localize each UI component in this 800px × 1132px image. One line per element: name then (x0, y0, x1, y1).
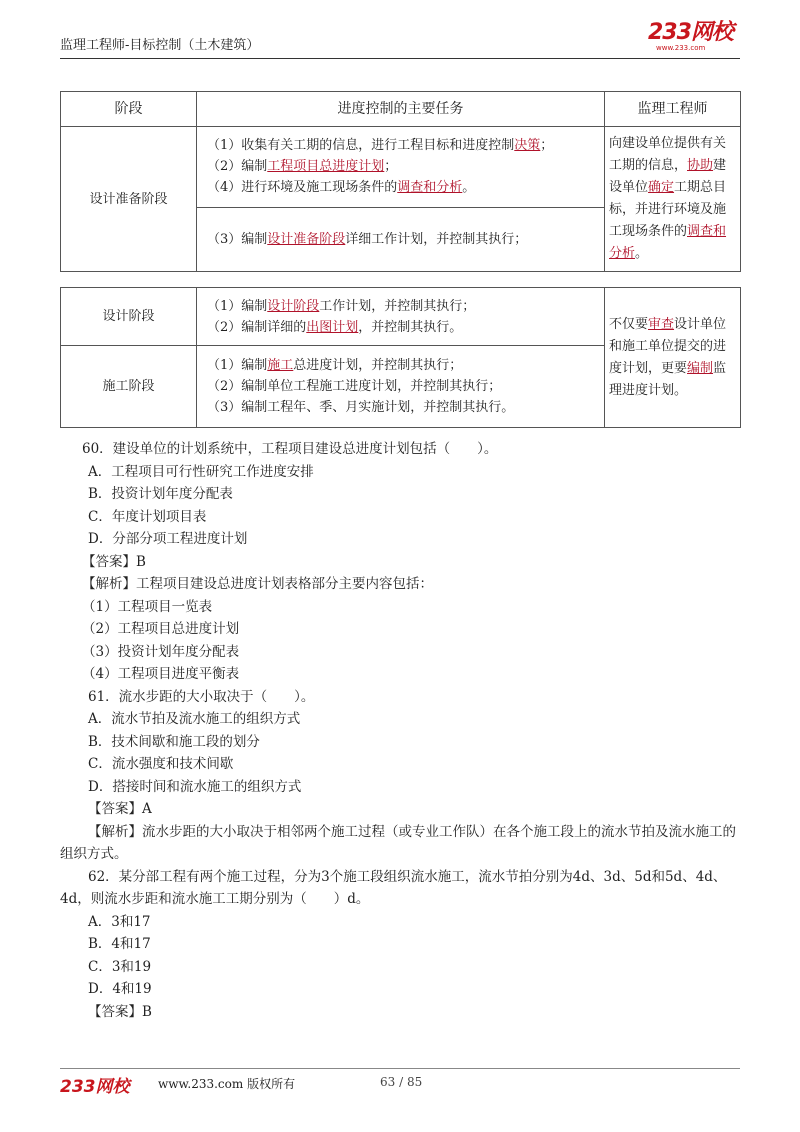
logo-url: www.233.com (656, 44, 706, 52)
task-line: （2）编制工程项目总进度计划； (207, 159, 398, 175)
question-section (60, 438, 740, 1023)
logo-text: 233网校 (648, 20, 733, 45)
page-number: 63 / 85 (380, 1075, 423, 1089)
table-design-prep (60, 91, 741, 272)
task-cell-design (197, 288, 605, 346)
option: B．4和17 (88, 936, 151, 952)
explanation: 【解析】工程项目建设总进度计划表格部分主要内容包括： (82, 576, 433, 592)
col-header-tasks: 进度控制的主要任务 (197, 92, 605, 127)
supervisor-cell: 向建设单位提供有关工期的信息，协助建设单位确定工期总目标，并进行环境及施工现场条件的调查和分析。 (605, 127, 741, 272)
table-design-construction (60, 287, 741, 428)
task-line: （3）编制设计准备阶段详细工作计划，并控制其执行； (207, 231, 528, 247)
header-title: 监理工程师-目标控制（土木建筑） (60, 38, 260, 53)
footer-divider (60, 1068, 740, 1069)
explanation-item: （2）工程项目总进度计划 (82, 621, 240, 637)
explanation-item: （4）工程项目进度平衡表 (82, 666, 240, 682)
option: D．搭接时间和流水施工的组织方式 (88, 778, 302, 795)
option: B．投资计划年度分配表 (88, 486, 233, 502)
question-61: 61．流水步距的大小取决于（ ）。 (88, 688, 315, 705)
option: A．3和17 (88, 913, 151, 930)
answer: 【答案】B (88, 1003, 152, 1020)
option: C．3和19 (88, 958, 152, 975)
task-line: （3）编制工程年、季、月实施计划，并控制其执行。 (207, 400, 515, 415)
header-divider (60, 58, 740, 59)
explanation-item: （1）工程项目一览表 (82, 598, 213, 615)
stage-cell-construction: 施工阶段 (61, 346, 197, 428)
stage-cell-design: 设计阶段 (61, 288, 197, 346)
col-header-stage: 阶段 (61, 92, 197, 127)
col-header-supervisor: 监理工程师 (605, 92, 741, 127)
option: A．工程项目可行性研究工作进度安排 (88, 463, 314, 480)
task-line: （1）收集有关工期的信息，进行工程目标和进度控制决策； (207, 138, 554, 154)
task-line: （4）进行环境及施工现场条件的调查和分析。 (207, 180, 476, 196)
explanation-item: （3）投资计划年度分配表 (82, 643, 240, 660)
footer-logo: 233网校 (60, 1077, 130, 1097)
question-62: 62．某分部工程有两个施工过程，分为3个施工段组织流水施工，流水节拍分别为4d、3d、5d和5d、4d、4d，则流水步距和流水施工工期分别为（ ）d。 (60, 868, 727, 907)
task-line: （1）编制设计阶段工作计划，并控制其执行； (207, 298, 476, 314)
explanation: 【解析】流水步距的大小取决于相邻两个施工过程（或专业工作队）在各个施工段上的流水节拍及流水施工的组织方式。 (60, 823, 736, 862)
answer: 【答案】A (88, 801, 152, 817)
option: A．流水节拍及流水施工的组织方式 (88, 711, 301, 727)
option: D．4和19 (88, 981, 152, 997)
option: C．年度计划项目表 (88, 508, 207, 525)
option: B．技术间歇和施工段的划分 (88, 733, 260, 750)
option: D．分部分项工程进度计划 (88, 531, 248, 547)
task-line: （2）编制单位工程施工进度计划，并控制其执行； (207, 379, 502, 394)
question-60: 60．建设单位的计划系统中，工程项目建设总进度计划包括（ ）。 (82, 441, 498, 457)
brand-logo (648, 22, 738, 50)
task-cell-a (197, 127, 605, 208)
answer: 【答案】B (82, 553, 146, 570)
task-cell-construction (197, 346, 605, 428)
task-cell-b (197, 207, 605, 271)
task-line: （1）编制施工总进度计划，并控制其执行； (207, 358, 463, 373)
task-line: （2）编制详细的出图计划，并控制其执行。 (207, 319, 463, 335)
option: C．流水强度和技术间歇 (88, 756, 234, 772)
stage-cell: 设计准备阶段 (61, 127, 197, 272)
footer-copyright: www.233.com 版权所有 (158, 1077, 296, 1091)
supervisor-cell-2: 不仅要审查设计单位和施工单位提交的进度计划，更要编制监理进度计划。 (605, 288, 741, 428)
